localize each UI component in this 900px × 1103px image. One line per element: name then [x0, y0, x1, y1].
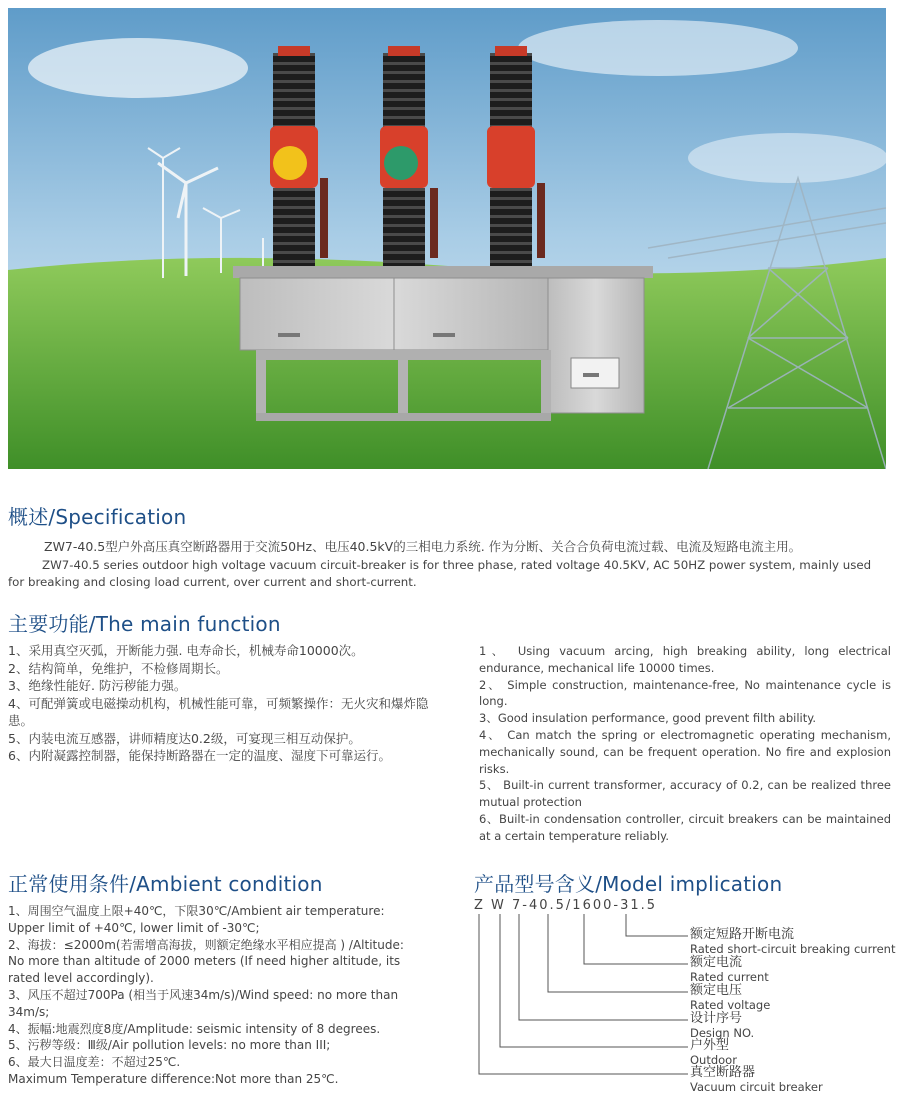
list-item: 1、 Using vacuum arcing, high breaking ability, long electrical endurance, mechanical life 10000 times.	[479, 644, 891, 675]
model-label: 额定电流 Rated current	[690, 955, 769, 984]
model-label: 设计序号 Design NO.	[690, 1011, 755, 1040]
list-item: 3、Good insulation performance, good prevent filth ability.	[479, 711, 817, 726]
main-function-heading: 主要功能/The main function	[8, 612, 281, 636]
list-item: 2、 Simple construction, maintenance-free, No maintenance cycle is long.	[479, 677, 891, 709]
list-item: 3、绝缘性能好. 防污秽能力强。	[8, 678, 187, 693]
list-item: 1、周围空气温度上限+40℃，下限30℃/Ambient air temperature: Upper limit of +40℃, lower limit of -30℃;	[8, 904, 385, 935]
spec-cn-text: ZW7-40.5型户外高压真空断路器用于交流50Hz、电压40.5kV的三相电力系统. 作为分断、关合合负荷电流过载、电流及短路电流主用。	[44, 539, 802, 554]
list-item: 1、采用真空灭弧，开断能力强. 电寿命长，机械寿命10000次。	[8, 643, 364, 658]
list-item: 4、振幅:地震烈度8度/Amplitude: seismic intensity of 8 degrees.	[8, 1021, 381, 1036]
list-item: 3、风压不超过700Pa (相当于风速34m/s)/Wind speed: no more than 34m/s;	[8, 987, 399, 1019]
list-item: 2、结构简单，免维护，不检修周期长。	[8, 660, 229, 676]
model-label: 户外型 Outdoor	[690, 1038, 737, 1067]
list-item: 4、 Can match the spring or electromagnetic operating mechanism, mechanically sound, can be frequent operation. No fire and explosion risks.	[479, 727, 891, 776]
list-item: 5、 Built-in current transformer, accuracy of 0.2, can be realized three mutual protection	[479, 778, 891, 810]
model-heading: 产品型号含义/Model implication	[474, 872, 783, 896]
list-item: 5、污秽等级：Ⅲ级/Air pollution levels: no more than III;	[8, 1038, 331, 1053]
spec-en-text: ZW7-40.5 series outdoor high voltage vacuum circuit-breaker is for three phase, rated voltage 40.5KV, AC 50HZ power system, mainly used for breaking and closing load current, over current and short-current.	[8, 558, 872, 589]
model-label: 额定电压 Rated voltage	[690, 983, 771, 1012]
spec-heading: 概述/Specification	[8, 505, 187, 529]
list-item: 6、最大日温度差：不超过25℃.	[8, 1055, 181, 1070]
list-item: 4、可配弹簧或电磁操动机构，机械性能可靠，可频繁操作：无火灾和爆炸隐患。	[8, 695, 429, 728]
model-code: Z W 7-40.5/1600-31.5	[474, 898, 658, 913]
list-item: 6、内附凝露控制器，能保持断路器在一定的温度、湿度下可靠运行。	[8, 748, 391, 763]
model-label: 额定短路开断电流 Rated short-circuit breaking current	[690, 927, 896, 956]
list-item: 5、内装电流互感器，讲师精度达0.2级，可宴现三相互动保护。	[8, 730, 361, 746]
model-label: 真空断路器 Vacuum circuit breaker	[690, 1065, 823, 1094]
list-item: Maximum Temperature difference:Not more than 25℃.	[8, 1071, 339, 1086]
list-item: 2、海拔：≤2000m(若需增高海拔，则额定绝缘水平相应提高 ) /Altitude: No more than altitude of 2000 meters (If need higher altitude, its rated level accordingly).	[8, 937, 404, 986]
list-item: 6、Built-in condensation controller, circuit breakers can be maintained at a certain temperature reliably.	[479, 811, 891, 843]
ambient-heading: 正常使用条件/Ambient condition	[8, 872, 323, 896]
